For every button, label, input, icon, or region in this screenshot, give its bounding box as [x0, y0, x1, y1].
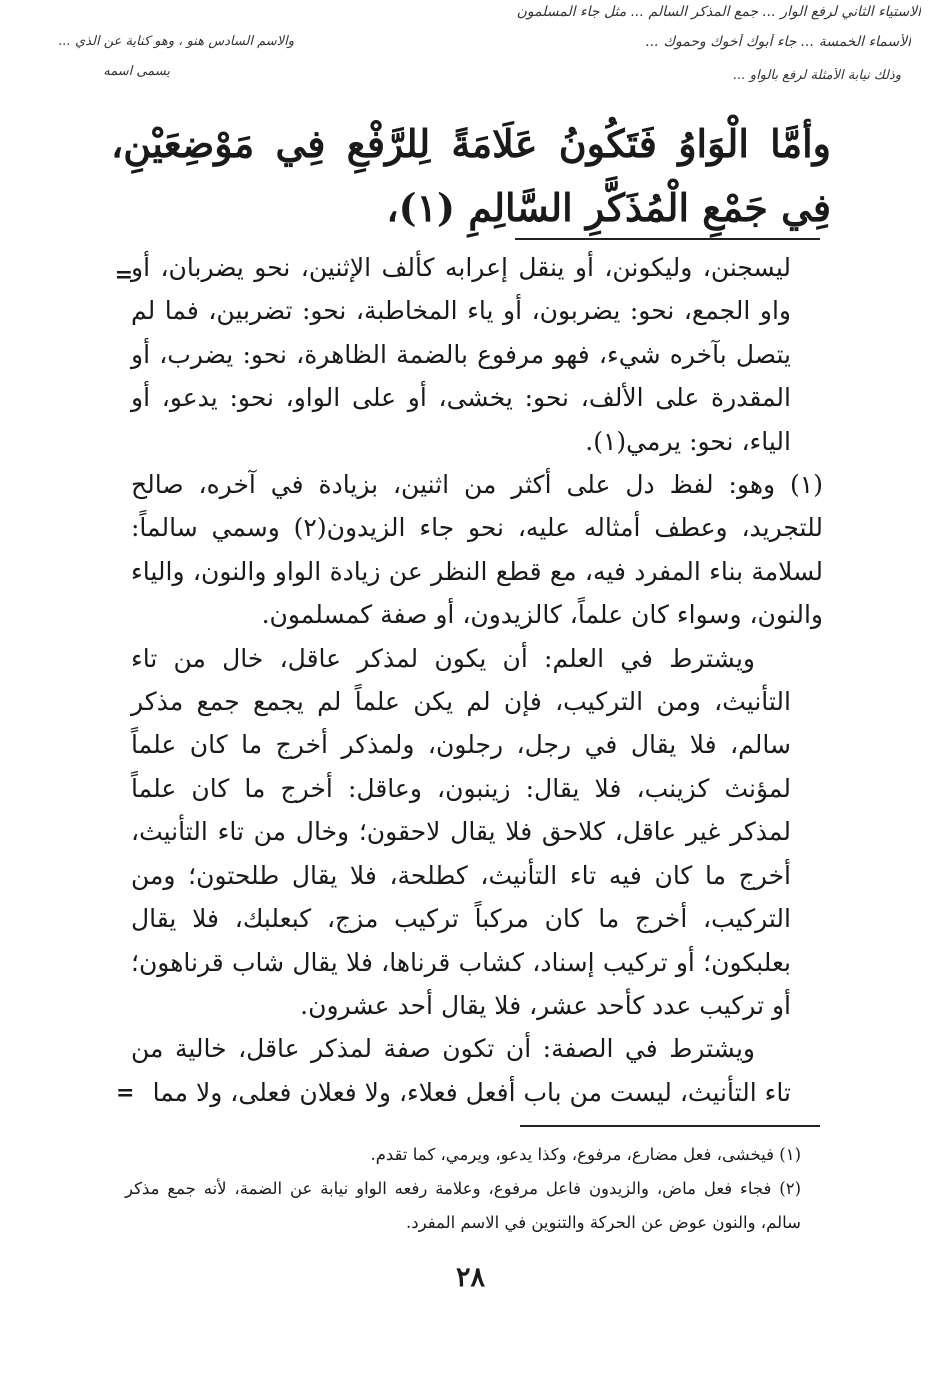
footnote-divider [520, 1125, 820, 1127]
commentary-paragraph-3: ويشترط في العلم: أن يكون لمذكر عاقل، خال من تاء التأنيث، ومن التركيب، فإن لم يكن علماً لم يجمع جمع مذكر سالم، فلا يقال في رجل، رجلون، ولمذكر أخرج ما كان علماً لمؤنث كزينب، فلا يقال: زينبون، وعاقل: أخرج ما كان علماً لمذكر غير عاقل، كلاحق فلا يقال لاحقون؛ وخال من تاء التأنيث، أخرج ما كان فيه تاء التأنيث، كطلحة، فلا يقال طلحتون؛ ومن التركيب، أخرج ما كان مركباً تركيب مزج، كبعلبك، فلا يقال بعلبكون؛ أو تركيب إسناد، كشاب قرناها، فلا يقال شاب قرناهون؛ أو تركيب عدد كأحد عشر، فلا يقال أحد عشرون. [131, 643, 791, 1020]
footnote-1: (١) فيخشى، فعل مضارع، مرفوع، وكذا يدعو، ويرمي، كما تقدم. [370, 1145, 801, 1164]
commentary-paragraph-1: ليسجنن، وليكونن، أو ينقل إعرابه كألف الإثنين، نحو يضربان، أو واو الجمع، نحو: يضربون، أو ياء المخاطبة، نحو: تضربين، فما لم يتصل بآخره شيء، فهو مرفوع بالضمة الظاهرة، نحو: يضرب، أو المقدرة على الألف، نحو: يخشى، أو على الواو، نحو: يدعو، أو الياء، نحو: يرمي(١). [131, 253, 791, 456]
continuation-marker: = [114, 262, 133, 288]
end-continuation-marker: = [116, 1080, 135, 1106]
commentary-body [131, 246, 823, 1114]
page-number: ٢٨ [455, 1262, 485, 1293]
heading-divider [515, 238, 820, 240]
handwritten-note-1: الاستياء الثاني لرفع الوار ... جمع المذكر السالم ... مثل جاء المسلمون [516, 4, 921, 20]
handwritten-note-3: والاسم السادس هنو ، وهو كناية عن الذي ... [58, 34, 294, 49]
commentary-paragraph-2: (١) وهو: لفظ دل على أكثر من اثنين، بزيادة في آخره، صالح للتجريد، وعطف أمثاله عليه، نحو جاء الزيدون(٢) وسمي سالماً: لسلامة بناء المفرد فيه، مع قطع النظر عن زيادة الواو والنون، والياء والنون، وسواء كان علماً، كالزيدون، أو صفة كمسلمون. [131, 470, 823, 630]
footnotes [125, 1138, 801, 1240]
footnote-2: (٢) فجاء فعل ماض، والزيدون فاعل مرفوع، وعلامة رفعه الواو نيابة عن الضمة، لأنه جمع مذكر سالم، والنون عوض عن الحركة والتنوين في الاسم المفرد. [125, 1179, 801, 1232]
handwritten-note-4: وذلك نيابة الأمثلة لرفع بالواو ... [733, 68, 901, 83]
commentary-paragraph-4: ويشترط في الصفة: أن تكون صفة لمذكر عاقل، خالية من تاء التأنيث، ليست من باب أفعل فعلاء، ولا فعلان فعلى، ولا مما [131, 1034, 791, 1107]
matn-heading: وأمَّا الْوَاوُ فَتَكُونُ عَلَامَةً لِلرَّفْعِ فِي مَوْضِعَيْنِ، فِي جَمْعِ الْمُذَكَّرِ السَّالِمِ (١)، [111, 121, 831, 230]
handwritten-note-2: الأسماء الخمسة ... جاء أبوك أخوك وحموك ... [645, 34, 911, 50]
handwritten-note-5: يسمى اسمه [103, 64, 170, 79]
